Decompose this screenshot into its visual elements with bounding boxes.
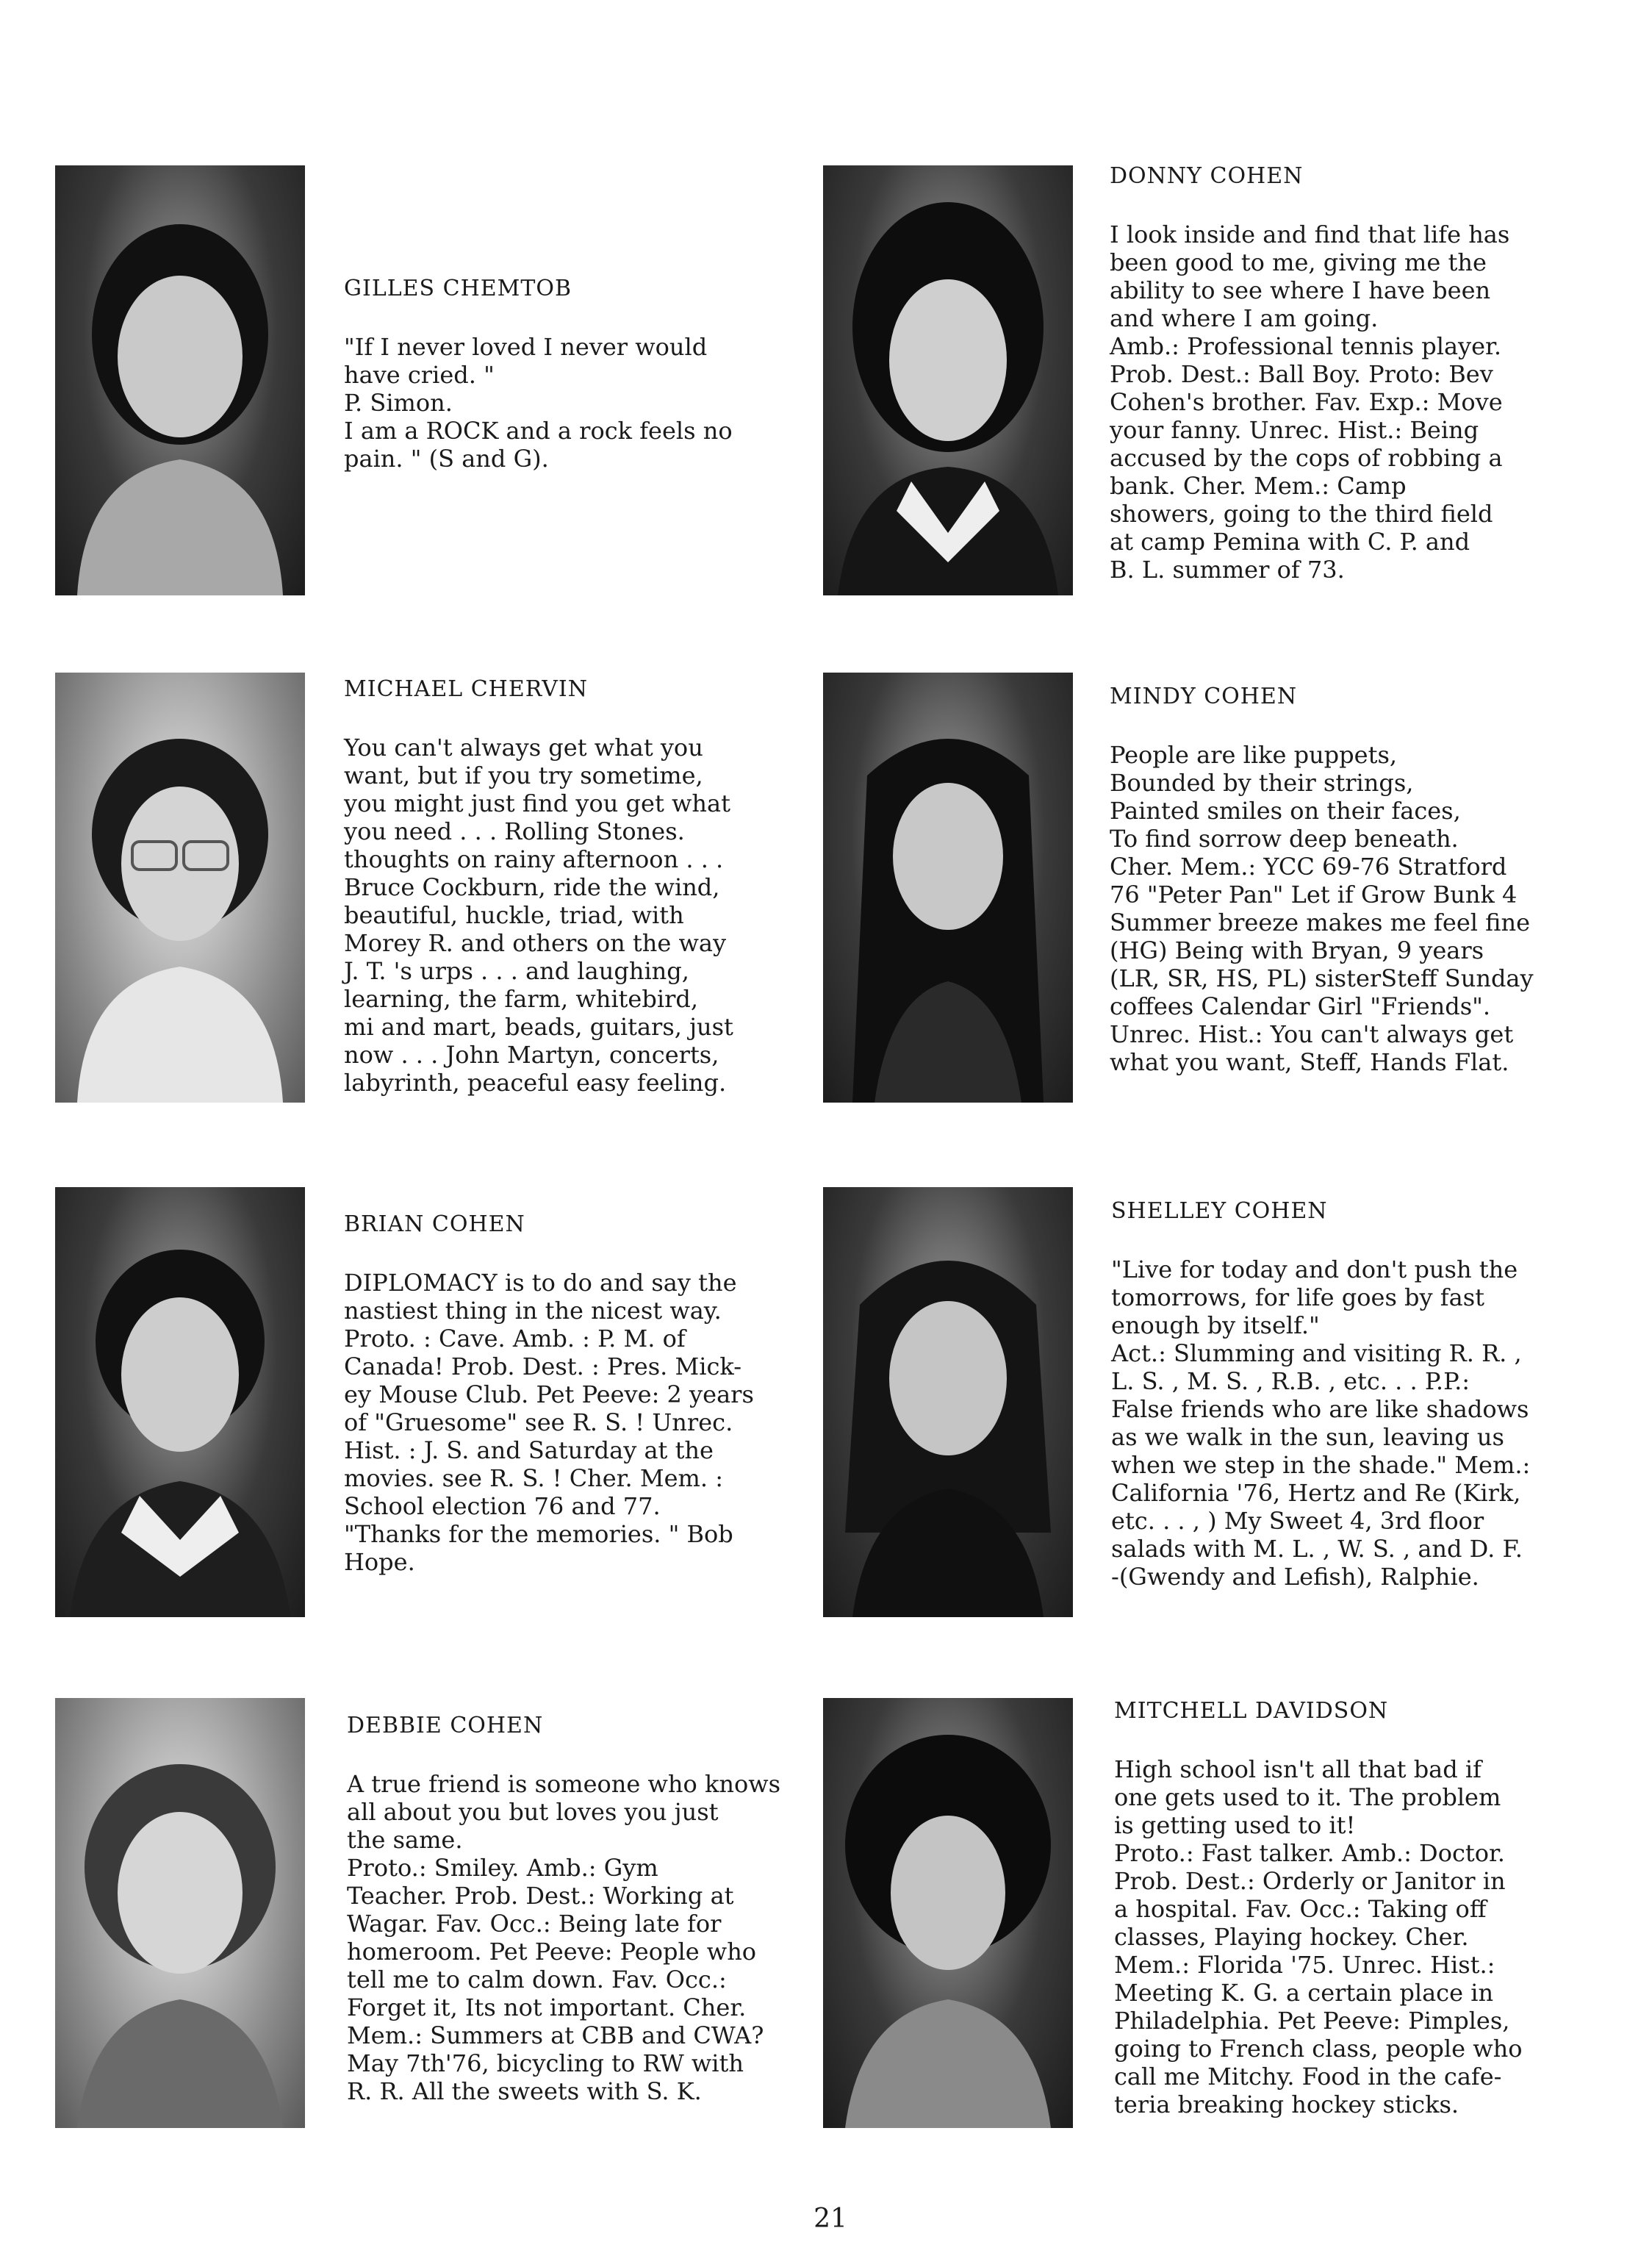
entry-donny-cohen [1110,163,1565,584]
student-name: GILLES CHEMTOB [344,276,572,301]
portrait-photo-mindy-cohen [823,673,1073,1103]
portrait-silhouette [55,1698,305,2128]
portrait-photo-gilles-chemtob [55,165,305,595]
entry-mindy-cohen [1110,684,1565,1076]
student-blurb: "If I never loved I never would have cried. " P. Simon. I am a ROCK and a rock feels no pain. " (S and G). [344,333,733,473]
entry-shelley-cohen [1111,1198,1567,1591]
student-blurb: DIPLOMACY is to do and say the nastiest thing in the nicest way. Proto. : Cave. Amb. : P. M. of Canada! Prob. Dest. : Pres. Mick- ey Mouse Club. Pet Peeve: 2 years of "Gruesome" see R. S. ! Unrec. Hist. : J. S. and Saturday at the movies. see R. S. ! Cher. Mem. : School election 76 and 77. "Thanks for the memories. " Bob Hope. [344,1269,754,1576]
portrait-silhouette [55,1187,305,1617]
entry-michael-chervin [344,676,800,1097]
entry-debbie-cohen [347,1713,802,2105]
portrait-silhouette [823,673,1073,1103]
portrait-silhouette [55,165,305,595]
entry-gilles-chemtob [344,276,800,473]
student-name: DONNY COHEN [1110,163,1304,189]
portrait-photo-shelley-cohen [823,1187,1073,1617]
entry-brian-cohen [344,1211,800,1576]
student-blurb: People are like puppets, Bounded by their strings, Painted smiles on their faces, To find sorrow deep beneath. Cher. Mem.: YCC 69-76 Stratford 76 "Peter Pan" Let if Grow Bunk 4 Summer breeze makes me feel fine (HG) Being with Bryan, 9 years (LR, SR, HS, PL) sisterSteff Sunday coffees Calendar Girl "Friends". Unrec. Hist.: You can't always get what you want, Steff, Hands Flat. [1110,741,1534,1076]
entry-mitchell-davidson [1114,1698,1570,2118]
page-number: 21 [814,2204,847,2234]
portrait-silhouette [823,1187,1073,1617]
portrait-photo-michael-chervin [55,673,305,1103]
student-blurb: You can't always get what you want, but if you try sometime, you might just find you get what you need . . . Rolling Stones. thoughts on rainy afternoon . . . Bruce Cockburn, ride the wind, beautiful, huckle, triad, with Morey R. and others on the way J. T. 's urps . . . and laughing, learning, the farm, whitebird, mi and mart, beads, guitars, just now . . . John Martyn, concerts, labyrinth, peaceful easy feeling. [344,734,733,1097]
student-blurb: A true friend is someone who knows all about you but loves you just the same. Proto.: Smiley. Amb.: Gym Teacher. Prob. Dest.: Working at Wagar. Fav. Occ.: Being late for homeroom. Pet Peeve: People who tell me to calm down. Fav. Occ.: Forget it, Its not important. Cher. Mem.: Summers at CBB and CWA? May 7th'76, bicycling to RW with R. R. All the sweets with S. K. [347,1770,781,2105]
student-name: BRIAN COHEN [344,1211,525,1237]
portrait-silhouette [823,165,1073,595]
student-name: SHELLEY COHEN [1111,1198,1328,1224]
portrait-photo-debbie-cohen [55,1698,305,2128]
portrait-silhouette [55,673,305,1103]
student-name: MICHAEL CHERVIN [344,676,589,702]
student-blurb: I look inside and find that life has been good to me, giving me the ability to see where I have been and where I am going. Amb.: Professional tennis player. Prob. Dest.: Ball Boy. Proto: Bev Cohen's brother. Fav. Exp.: Move your fanny. Unrec. Hist.: Being accused by the cops of robbing a bank. Cher. Mem.: Camp showers, going to the third field at camp Pemina with C. P. and B. L. summer of 73. [1110,221,1510,584]
student-blurb: High school isn't all that bad if one gets used to it. The problem is getting used to it! Proto.: Fast talker. Amb.: Doctor. Prob. Dest.: Orderly or Janitor in a hospital. Fav. Occ.: Taking off classes, Playing hockey. Cher. Mem.: Florida '75. Unrec. Hist.: Meeting K. G. a certain place in Philadelphia. Pet Peeve: Pimples, going to French class, people who call me Mitchy. Food in the cafe- teria breaking hockey sticks. [1114,1755,1523,2118]
student-name: MINDY COHEN [1110,684,1298,709]
student-name: MITCHELL DAVIDSON [1114,1698,1389,1724]
portrait-photo-mitchell-davidson [823,1698,1073,2128]
portrait-silhouette [823,1698,1073,2128]
portrait-photo-brian-cohen [55,1187,305,1617]
student-blurb: "Live for today and don't push the tomorrows, for life goes by fast enough by itself." Act.: Slumming and visiting R. R. , L. S. , M. S. , R.B. , etc. . . P.P.: False friends who are like shadows as we walk in the sun, leaving us when we step in the shade." Mem.: California '76, Hertz and Re (Kirk, etc. . . , ) My Sweet 4, 3rd floor salads with M. L. , W. S. , and D. F. -(Gwendy and Lefish), Ralphie. [1111,1255,1531,1591]
portrait-photo-donny-cohen [823,165,1073,595]
student-name: DEBBIE COHEN [347,1713,544,1738]
